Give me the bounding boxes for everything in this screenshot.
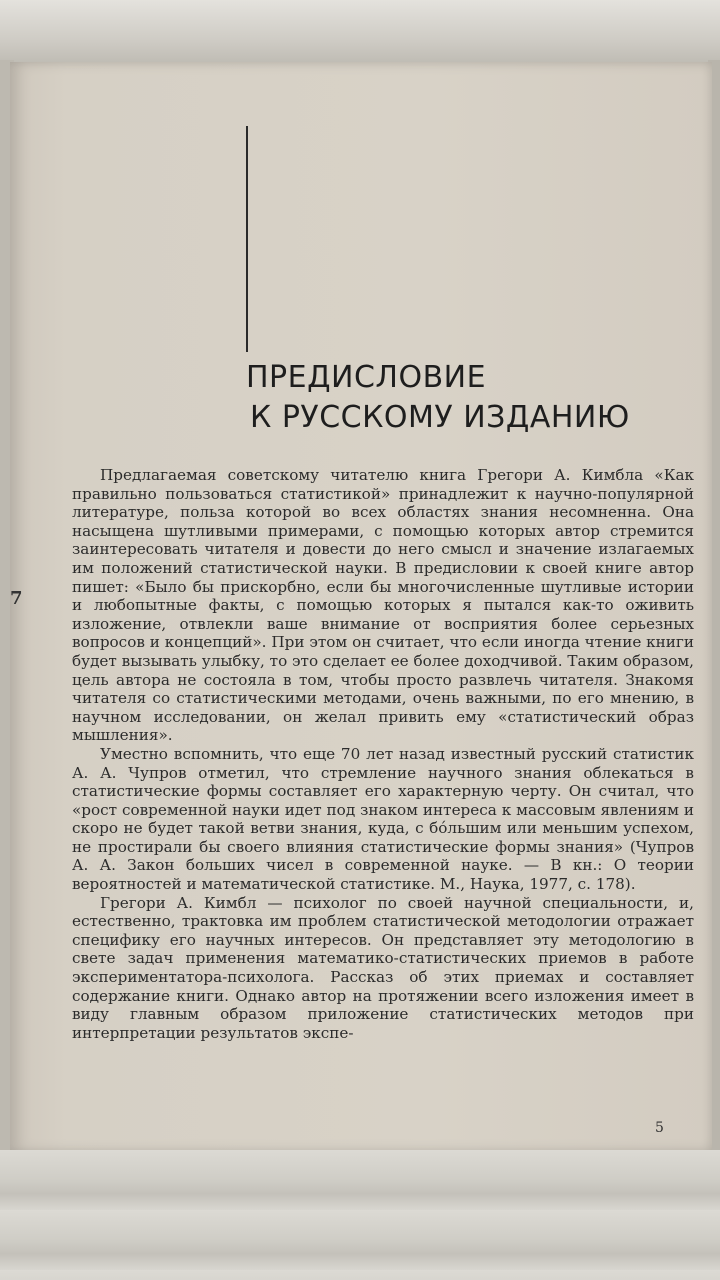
margin-mark: 7 (10, 588, 23, 609)
paragraph-3: Грегори А. Кимбл — психолог по своей научной специальности, и, естественно, трактовка им проблем статистической методологии отражает специфику его научных интересов. Он представляет эту методологию в свете задач применения математико-статистических приемов в работе экспериментатора-психолога. Рассказ об этих приемах и составляет содержание книги. Однако автор на протяжении всего изложения имеет в виду главным образом приложение статистических методов при интерпретации результатов экспе- (72, 893, 694, 1042)
heading-line-1: ПРЕДИСЛОВИЕ (246, 360, 487, 395)
background-top (0, 0, 720, 66)
body-text (72, 466, 694, 1042)
heading-line-2: К РУССКОМУ ИЗДАНИЮ (250, 400, 630, 435)
chapter-heading (246, 358, 630, 438)
background-bottom (0, 1150, 720, 1280)
book-page (10, 62, 712, 1152)
page-number: 5 (655, 1120, 664, 1136)
paragraph-1: Предлагаемая советскому читателю книга Грегори А. Кимбла «Как правильно пользоваться статистикой» принадлежит к научно-популярной литературе, польза которой во всех областях знания несомненна. Она насыщена шутливыми примерами, с помощью которых автор стремится заинтересовать читателя и довести до него смысл и значение излагаемых им положений статистической науки. В предисловии к своей книге автор пишет: «Было бы прискорбно, если бы многочисленные шутливые истории и любопытные факты, с помощью которых я пытался как-то оживить изложение, отвлекли ваше внимание от восприятия более серьезных вопросов и концепций». При этом он считает, что если иногда чтение книги будет вызывать улыбку, то это сделает ее более доходчивой. Таким образом, цель автора не состояла в том, чтобы просто развлечь читателя. Знакомя читателя со статистическими методами, очень важными, по его мнению, в научном исследовании, он желал привить ему «статистический образ мышления». (72, 466, 694, 745)
decorative-vertical-rule (246, 126, 248, 352)
paragraph-2: Уместно вспомнить, что еще 70 лет назад известный русский статистик А. А. Чупров отметил, что стремление научного знания облекаться в статистические формы составляет его характерную черту. Он считал, что «рост современной науки идет под знаком интереса к массовым явлениям и скоро не будет такой ветви знания, куда, с бо́льшим или меньшим успехом, не простирали бы своего влияния статистические формы знания» (Чупров А. А. Закон больших чисел в современной науке. — В кн.: О теории вероятностей и математической статистике. М., Наука, 1977, с. 178). (72, 744, 694, 894)
